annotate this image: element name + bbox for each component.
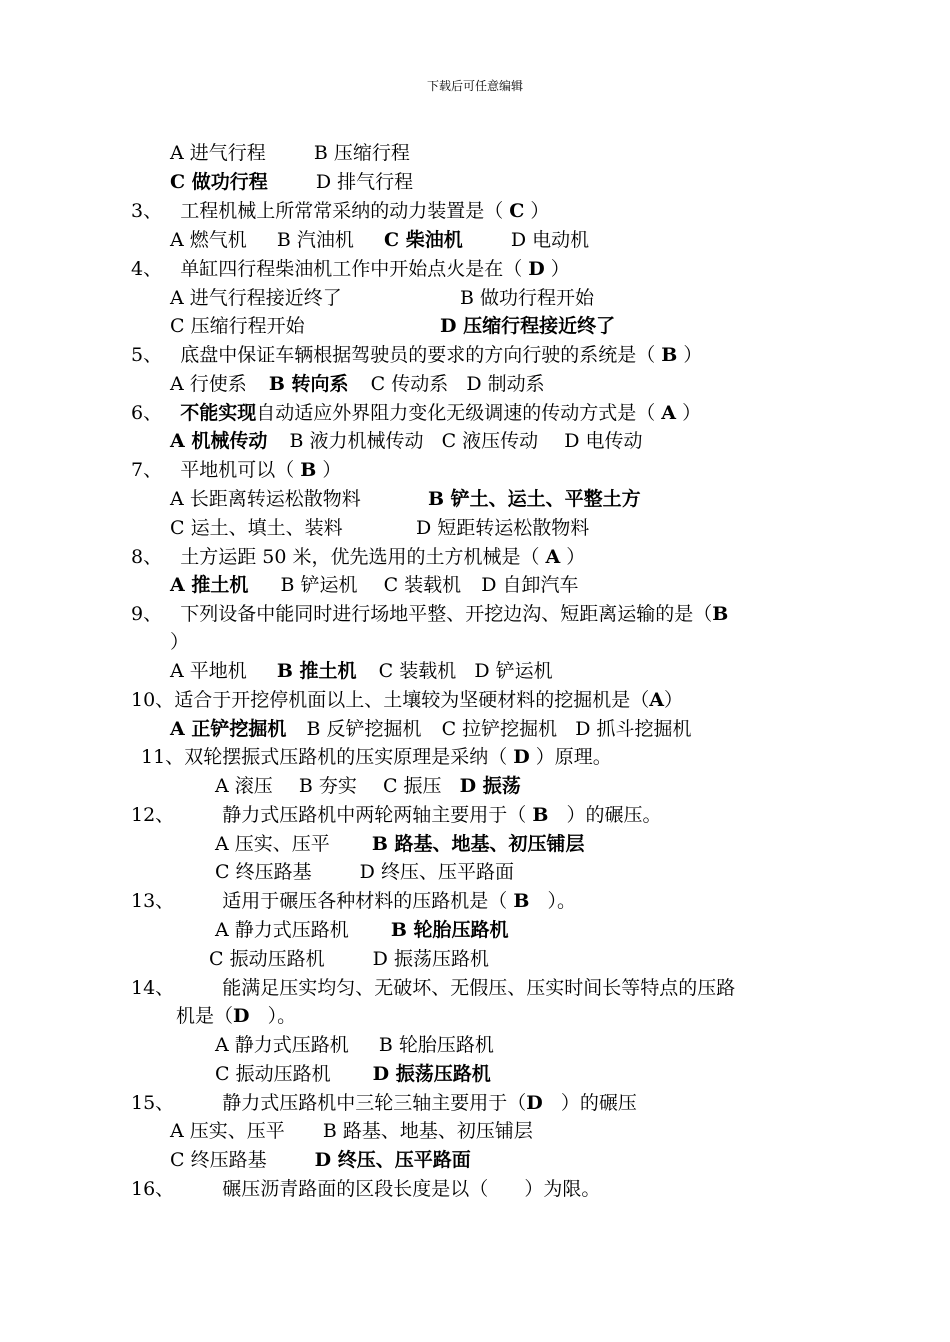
q5-option-c: C 传动系 [370, 373, 449, 395]
q13-options-row1 [215, 918, 509, 942]
q4-options-row1 [170, 286, 342, 310]
q6-option-d: D 电传动 [564, 430, 643, 452]
q10-number: 10、 [131, 689, 175, 711]
q4-answer: D [528, 258, 545, 280]
q10-option-c: C 拉铲挖掘机 [441, 718, 558, 740]
q13-option-c: C 振动压路机 [209, 948, 325, 970]
q5-answer: B [661, 344, 678, 366]
q2-option-a: A 进气行程 [170, 142, 266, 164]
q15-number: 15、 [131, 1092, 175, 1114]
q14-options-row2 [215, 1062, 491, 1086]
q4-options-row2 [170, 314, 305, 338]
q14-option-a: A 静力式压路机 [215, 1034, 349, 1056]
q16-stem: 16、 碾压沥青路面的区段长度是以（ ）为限。 [131, 1178, 601, 1200]
q7-option-c: C 运土、填土、装料 [170, 517, 343, 539]
q13-answer: B [513, 890, 530, 912]
q12-option-a: A 压实、压平 [215, 833, 330, 855]
q5-stem: 5、 底盘中保证车辆根据驾驶员的要求的方向行驶的系统是（ B ） [131, 344, 703, 366]
q14-option-c: C 振动压路机 [215, 1063, 331, 1085]
q6-stem: 6、 不能实现自动适应外界阻力变化无级调速的传动方式是（ A ） [131, 402, 702, 424]
q4-option-b: B 做功行程开始 [460, 287, 595, 309]
q4-options-row2b [440, 314, 615, 338]
q5-option-d: D 制动系 [466, 373, 545, 395]
q6-option-b: B 液力机械传动 [289, 430, 424, 452]
q9-answer: B [712, 603, 729, 625]
q7-options-row1b [428, 487, 641, 511]
q7-options-row2 [170, 516, 343, 540]
q14-option-d: D 振荡压路机 [372, 1063, 491, 1085]
q8-stem: 8、 土方运距 50 米，优先选用的土方机械是（ A ） [131, 546, 586, 568]
q4-options-row1b [460, 286, 594, 310]
q3-option-b: B 汽油机 [276, 229, 354, 251]
q2-option-d: D 排气行程 [315, 171, 414, 193]
q4-stem: 4、 单缸四行程柴油机工作中开始点火是在（ D ） [131, 258, 570, 280]
q6-number: 6、 [131, 402, 163, 424]
q14-stem: 14、 能满足压实均匀、无破坏、无假压、压实时间长等特点的压路 [131, 977, 736, 999]
q11-number: 11、 [141, 746, 185, 768]
q10-option-d: D 抓斗挖掘机 [575, 718, 692, 740]
q2-option-b: B 压缩行程 [313, 142, 410, 164]
q7-number: 7、 [131, 459, 163, 481]
q7-options-row2b [416, 516, 589, 540]
q9-option-b: B 推土机 [276, 660, 357, 682]
q3-answer: C [509, 200, 525, 222]
q6-answer: A [661, 402, 677, 424]
q11-option-c: C 振压 [382, 775, 442, 797]
q7-answer: B [300, 459, 317, 481]
q13-option-b: B 轮胎压路机 [390, 919, 509, 941]
q14-stem-cont: 机是（D ）。 [176, 1005, 297, 1027]
q7-options-row1 [170, 487, 361, 511]
q12-answer: B [532, 804, 549, 826]
q12-options-row1 [215, 832, 585, 856]
q9-option-c: C 装载机 [378, 660, 457, 682]
q5-options [170, 372, 545, 396]
q11-option-b: B 夯实 [298, 775, 357, 797]
q15-option-a: A 压实、压平 [170, 1120, 285, 1142]
q9-number: 9、 [131, 603, 163, 625]
q13-number: 13、 [131, 890, 175, 912]
q14-number: 14、 [131, 977, 175, 999]
q15-options-row2 [170, 1148, 471, 1172]
q4-option-a: A 进气行程接近终了 [170, 287, 342, 309]
q14-option-b: B 轮胎压路机 [378, 1034, 494, 1056]
q10-options [170, 717, 692, 741]
q8-answer: A [545, 546, 561, 568]
q3-options [170, 228, 589, 252]
q6-options [170, 429, 643, 453]
q4-option-c: C 压缩行程开始 [170, 315, 305, 337]
q12-option-d: D 终压、压平路面 [359, 861, 514, 883]
q2-options-row2 [170, 170, 413, 194]
q7-option-a: A 长距离转运松散物料 [170, 488, 361, 510]
q11-answer: D [513, 746, 530, 768]
q10-answer: A [649, 689, 664, 711]
q8-options [170, 573, 579, 597]
q8-option-b: B 铲运机 [280, 574, 358, 596]
q15-option-b: B 路基、地基、初压铺层 [322, 1120, 533, 1142]
q13-options-row2 [209, 947, 489, 971]
q14-answer: D [233, 1005, 250, 1027]
q11-stem: 11、双轮摆振式压路机的压实原理是采纳（ D ）原理。 [141, 746, 612, 768]
q16-number: 16、 [131, 1178, 175, 1200]
q13-option-d: D 振荡压路机 [372, 948, 489, 970]
q5-option-b: B 转向系 [268, 373, 349, 395]
q13-option-a: A 静力式压路机 [215, 919, 349, 941]
q10-stem: 10、适合于开挖停机面以上、土壤较为坚硬材料的挖掘机是（A） [131, 689, 683, 711]
q7-option-d: D 短距转运松散物料 [416, 517, 590, 539]
q6-option-c: C 液压传动 [441, 430, 539, 452]
q12-option-b: B 路基、地基、初压铺层 [371, 833, 585, 855]
q9-stem: 9、 下列设备中能同时进行场地平整、开挖边沟、短距离运输的是（B [131, 603, 729, 625]
q13-stem: 13、 适用于碾压各种材料的压路机是（ B ）。 [131, 890, 577, 912]
q3-stem: 3、 工程机械上所常常采纳的动力装置是（ C ） [131, 200, 550, 222]
q8-number: 8、 [131, 546, 163, 568]
q5-option-a: A 行使系 [170, 373, 247, 395]
page-header: 下载后可任意编辑 [426, 79, 523, 93]
q11-options [215, 774, 521, 798]
q2-option-c: C 做功行程 [170, 171, 268, 193]
q14-options-row1 [215, 1033, 494, 1057]
q15-option-d: D 终压、压平路面 [314, 1149, 471, 1171]
q3-option-c: C 柴油机 [383, 229, 463, 251]
q8-option-d: D 自卸汽车 [481, 574, 579, 596]
q8-option-c: C 装载机 [383, 574, 462, 596]
q12-option-c: C 终压路基 [215, 861, 312, 883]
q12-stem: 12、 静力式压路机中两轮两轴主要用于（ B ）的碾压。 [131, 804, 662, 826]
q7-option-b: B 铲土、运土、平整土方 [428, 488, 641, 510]
q11-option-d: D 振荡 [459, 775, 521, 797]
q15-answer: D [526, 1092, 543, 1114]
q7-stem: 7、 平地机可以（ B ） [131, 459, 342, 481]
q4-number: 4、 [131, 258, 163, 280]
q15-options-row1 [170, 1119, 533, 1143]
q10-option-b: B 反铲挖掘机 [306, 718, 422, 740]
q2-options-row1 [170, 141, 410, 165]
q9-option-d: D 铲运机 [474, 660, 553, 682]
q5-number: 5、 [131, 344, 163, 366]
q9-option-a: A 平地机 [170, 660, 247, 682]
q15-option-c: C 终压路基 [170, 1149, 267, 1171]
q4-option-d: D 压缩行程接近终了 [440, 315, 616, 337]
q10-option-a: A 正铲挖掘机 [170, 718, 287, 740]
q15-stem: 15、 静力式压路机中三轮三轴主要用于（D ）的碾压 [131, 1092, 637, 1114]
q12-number: 12、 [131, 804, 175, 826]
q6-option-a: A 机械传动 [170, 430, 268, 452]
q3-option-a: A 燃气机 [170, 229, 247, 251]
q3-option-d: D 电动机 [510, 229, 590, 251]
q12-options-row2 [215, 860, 514, 884]
q8-option-a: A 推土机 [170, 574, 249, 596]
q9-stem-cont: ） [170, 631, 190, 653]
q3-number: 3、 [131, 200, 163, 222]
q9-options [170, 659, 553, 683]
q11-option-a: A 滚压 [215, 775, 273, 797]
